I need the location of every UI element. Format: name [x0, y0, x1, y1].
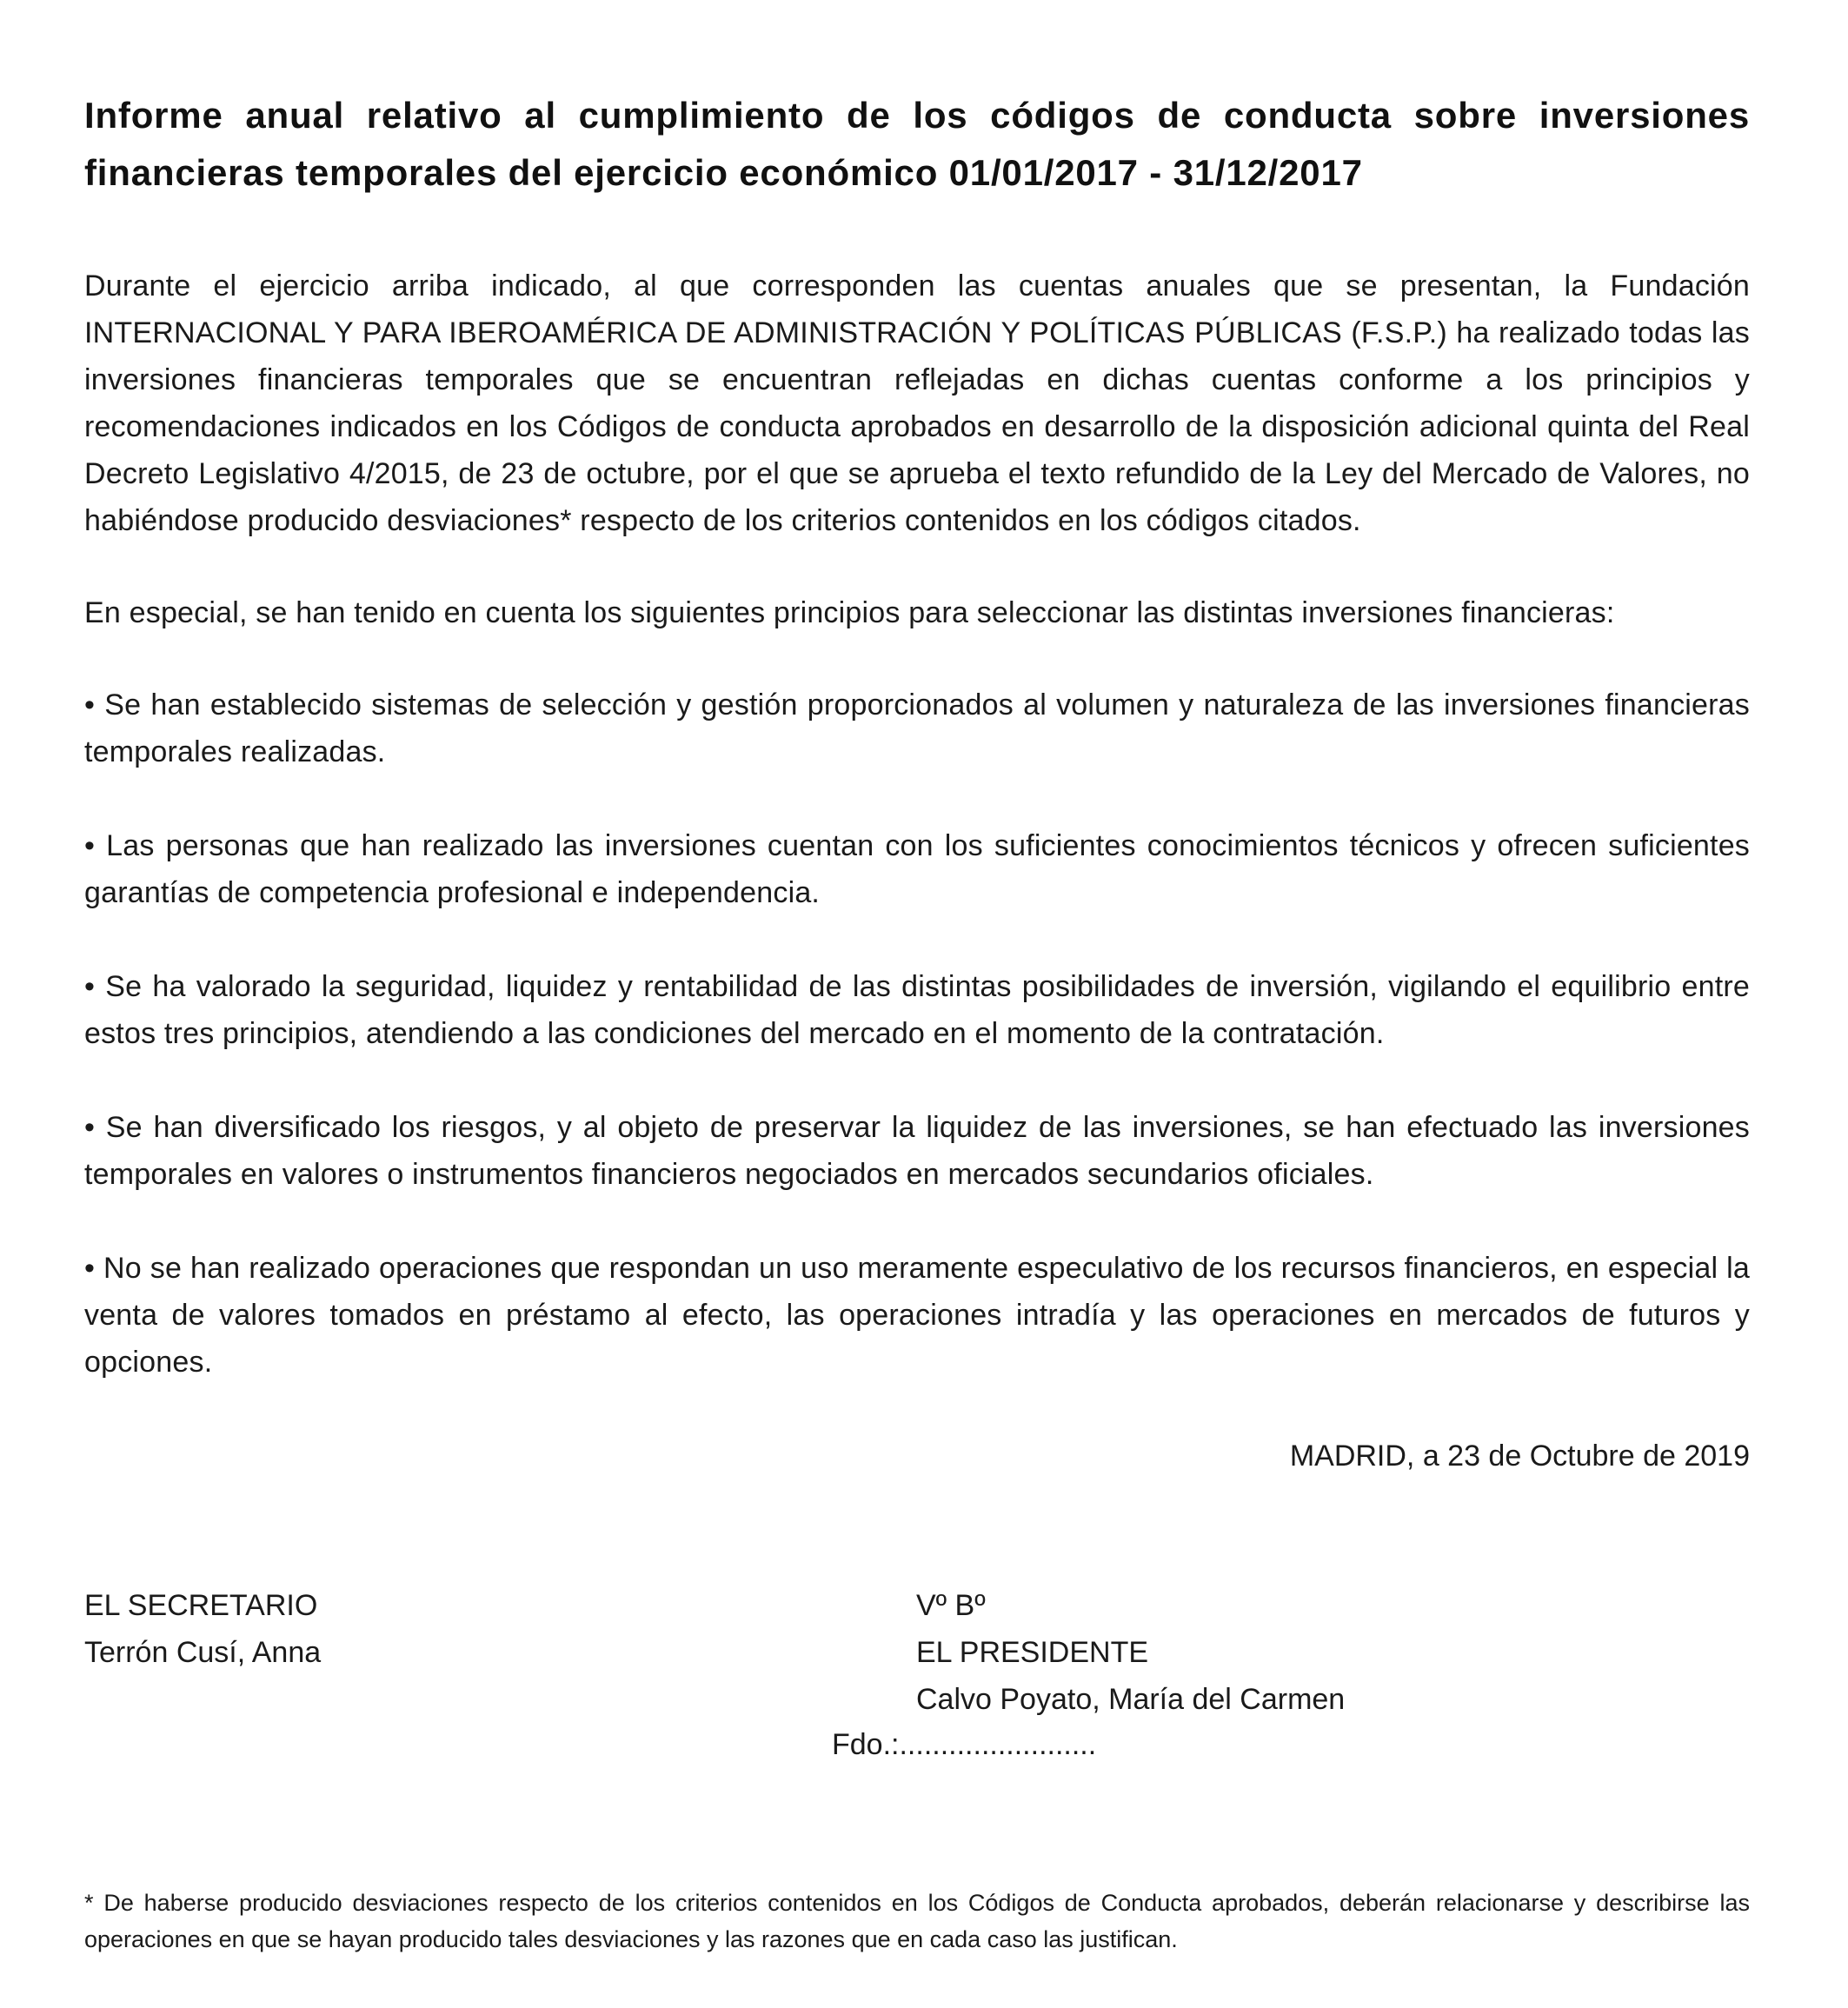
secretary-role: EL SECRETARIO: [84, 1589, 318, 1622]
president-signature: [916, 1582, 1345, 1723]
lead-paragraph: En especial, se han tenido en cuenta los siguientes principios para seleccionar las distintas inversiones financieras:: [84, 596, 1615, 629]
approval-mark: Vº Bº: [916, 1589, 986, 1622]
signature-line: Fdo.:........................: [832, 1728, 1097, 1761]
footnote: * De haberse producido desviaciones respecto de los criterios contenidos en los Códigos de Conducta aprobados, deberán relacionarse y describirse las operaciones en que se hayan producido tales desviaciones y las razones que en cada caso las justifican.: [84, 1890, 1750, 1952]
document-title: Informe anual relativo al cumplimiento de los códigos de conducta sobre inversiones financieras temporales del ejercicio económico 01/01/2017 - 31/12/2017: [84, 95, 1750, 193]
bullet-item: • Se han establecido sistemas de selección y gestión proporcionados al volumen y naturaleza de las inversiones financieras temporales realizadas.: [84, 688, 1750, 768]
intro-paragraph: Durante el ejercicio arriba indicado, al que corresponden las cuentas anuales que se presentan, la Fundación INTERNACIONAL Y PARA IBEROAMÉRICA DE ADMINISTRACIÓN Y POLÍTICAS PÚBLICAS (F.S.P.) ha realizado todas las inversiones financieras temporales que se encuentran reflejadas en dichas cuentas conforme a los principios y recomendaciones indicados en los Códigos de conducta aprobados en desarrollo de la disposición adicional quinta del Real Decreto Legislativo 4/2015, de 23 de octubre, por el que se aprueba el texto refundido de la Ley del Mercado de Valores, no habiéndose producido desviaciones* respecto de los criterios contenidos en los códigos citados.: [84, 269, 1750, 537]
secretary-name: Terrón Cusí, Anna: [84, 1636, 322, 1669]
bullet-item: • Se han diversificado los riesgos, y al objeto de preservar la liquidez de las inversiones, se han efectuado las inversiones temporales en valores o instrumentos financieros negociados en mercados secundarios oficiales.: [84, 1111, 1750, 1191]
president-role: EL PRESIDENTE: [916, 1636, 1149, 1669]
secretary-signature: [84, 1582, 321, 1676]
president-name: Calvo Poyato, María del Carmen: [916, 1683, 1346, 1716]
bullet-item: • Las personas que han realizado las inversiones cuentan con los suficientes conocimientos técnicos y ofrecen suficientes garantías de competencia profesional e independencia.: [84, 829, 1750, 909]
bullet-item: • Se ha valorado la seguridad, liquidez y rentabilidad de las distintas posibilidades de inversión, vigilando el equilibrio entre estos tres principios, atendiendo a las condiciones del mercado en el momento de la contratación.: [84, 970, 1750, 1050]
place-date: MADRID, a 23 de Octubre de 2019: [1289, 1440, 1750, 1473]
bullet-item: • No se han realizado operaciones que respondan un uso meramente especulativo de los recursos financieros, en especial la venta de valores tomados en préstamo al efecto, las operaciones intradía y las operaciones en mercados de futuros y opciones.: [84, 1252, 1750, 1379]
document-body: [84, 87, 1750, 1869]
